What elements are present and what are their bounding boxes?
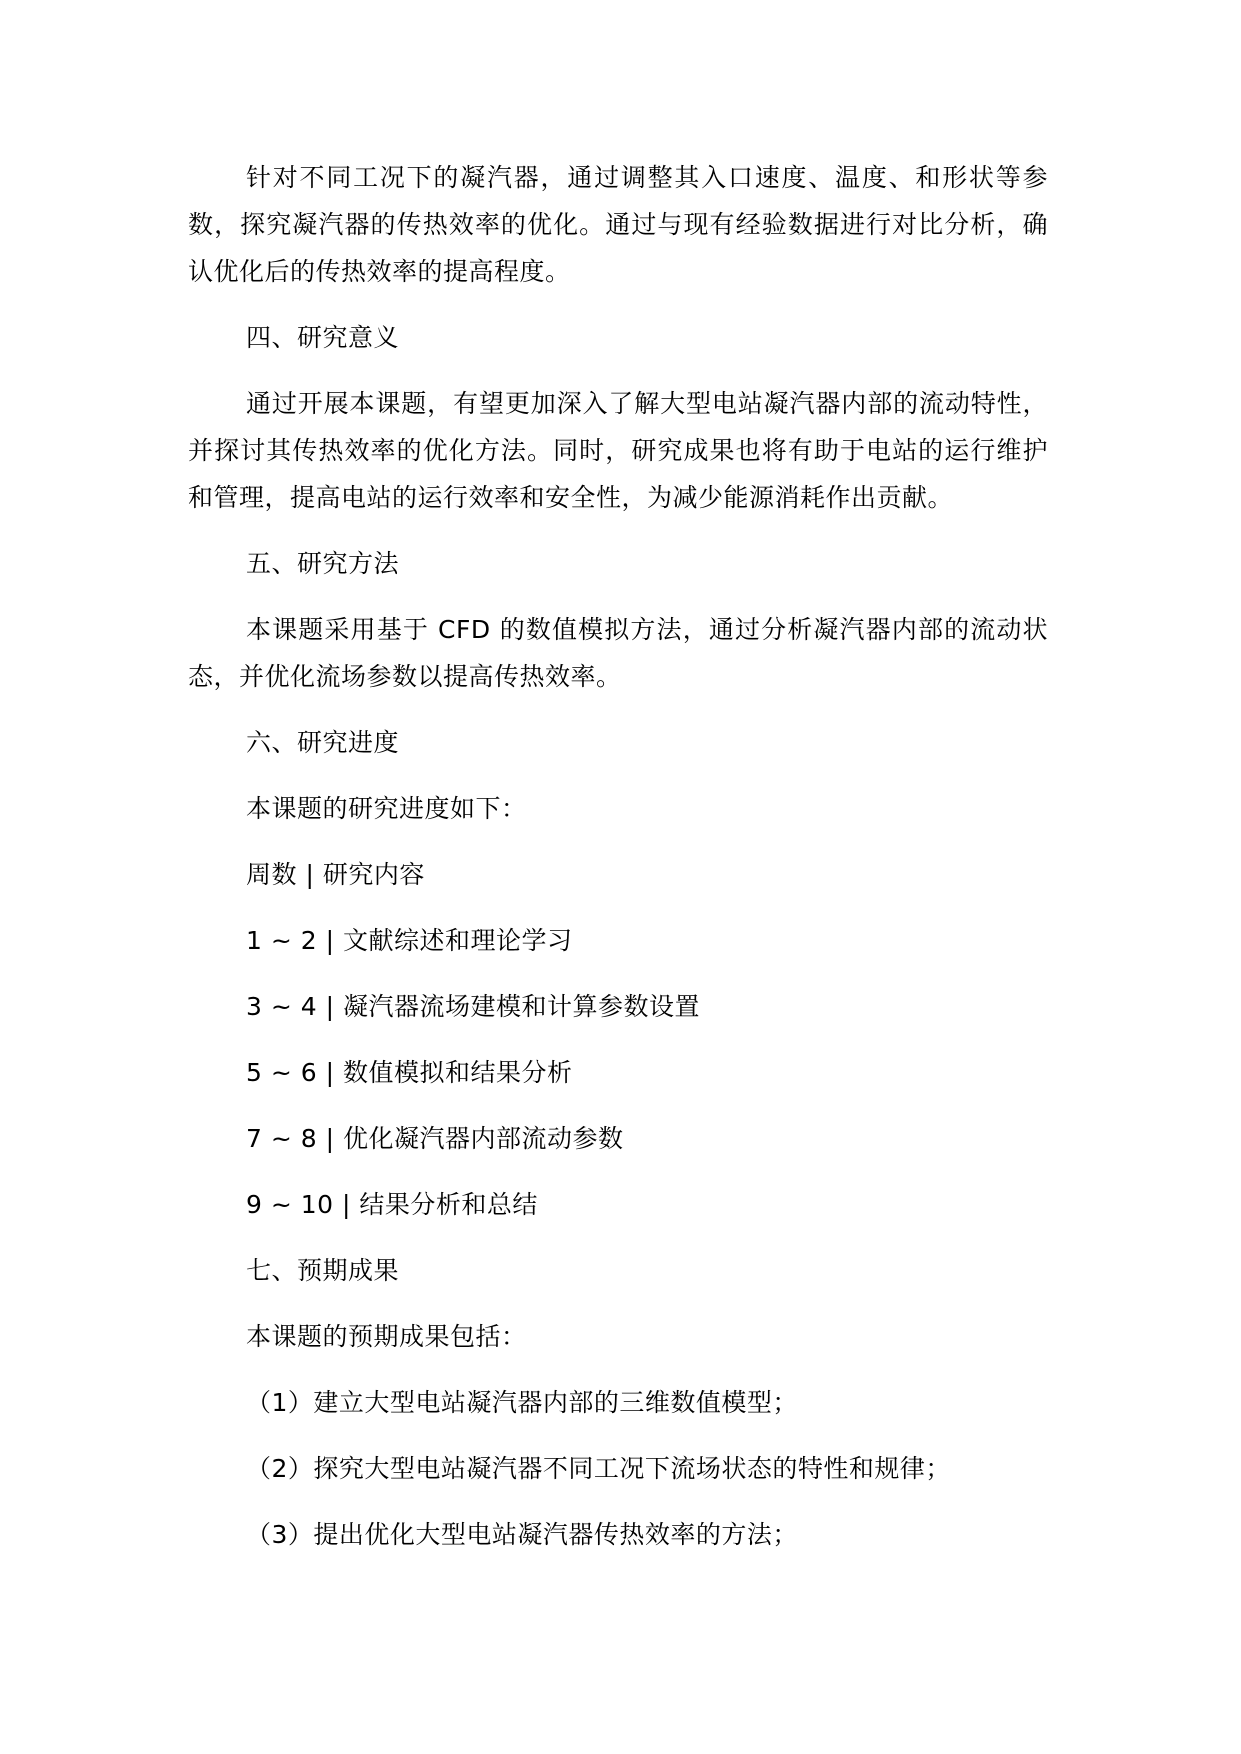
paragraph-results-intro: 本课题的预期成果包括： bbox=[246, 1322, 527, 1351]
result-item: （1）建立大型电站凝汽器内部的三维数值模型； bbox=[246, 1388, 798, 1417]
schedule-row: 7 ~ 8 | 优化凝汽器内部流动参数 bbox=[246, 1124, 624, 1153]
heading-results: 七、预期成果 bbox=[246, 1256, 400, 1285]
paragraph-method: 本课题采用基于 CFD 的数值模拟方法，通过分析凝汽器内部的流动状态，并优化流场参数以提高传热效率。 bbox=[188, 615, 1048, 691]
document-body bbox=[188, 154, 1048, 1577]
schedule-header: 周数 | 研究内容 bbox=[246, 860, 425, 889]
schedule-row: 1 ~ 2 | 文献综述和理论学习 bbox=[246, 926, 573, 955]
paragraph-intro: 针对不同工况下的凝汽器，通过调整其入口速度、温度、和形状等参数，探究凝汽器的传热效率的优化。通过与现有经验数据进行对比分析，确认优化后的传热效率的提高程度。 bbox=[188, 163, 1048, 286]
result-item: （3）提出优化大型电站凝汽器传热效率的方法； bbox=[246, 1520, 798, 1549]
heading-significance: 四、研究意义 bbox=[246, 323, 400, 352]
result-item: （2）探究大型电站凝汽器不同工况下流场状态的特性和规律； bbox=[246, 1454, 951, 1483]
heading-method: 五、研究方法 bbox=[246, 549, 400, 578]
heading-progress: 六、研究进度 bbox=[246, 728, 400, 757]
schedule-row: 3 ~ 4 | 凝汽器流场建模和计算参数设置 bbox=[246, 992, 700, 1021]
schedule-row: 5 ~ 6 | 数值模拟和结果分析 bbox=[246, 1058, 573, 1087]
paragraph-progress-intro: 本课题的研究进度如下： bbox=[246, 794, 527, 823]
schedule-row: 9 ~ 10 | 结果分析和总结 bbox=[246, 1190, 538, 1219]
paragraph-significance: 通过开展本课题，有望更加深入了解大型电站凝汽器内部的流动特性，并探讨其传热效率的优化方法。同时，研究成果也将有助于电站的运行维护和管理，提高电站的运行效率和安全性，为减少能源消耗作出贡献。 bbox=[188, 389, 1048, 512]
